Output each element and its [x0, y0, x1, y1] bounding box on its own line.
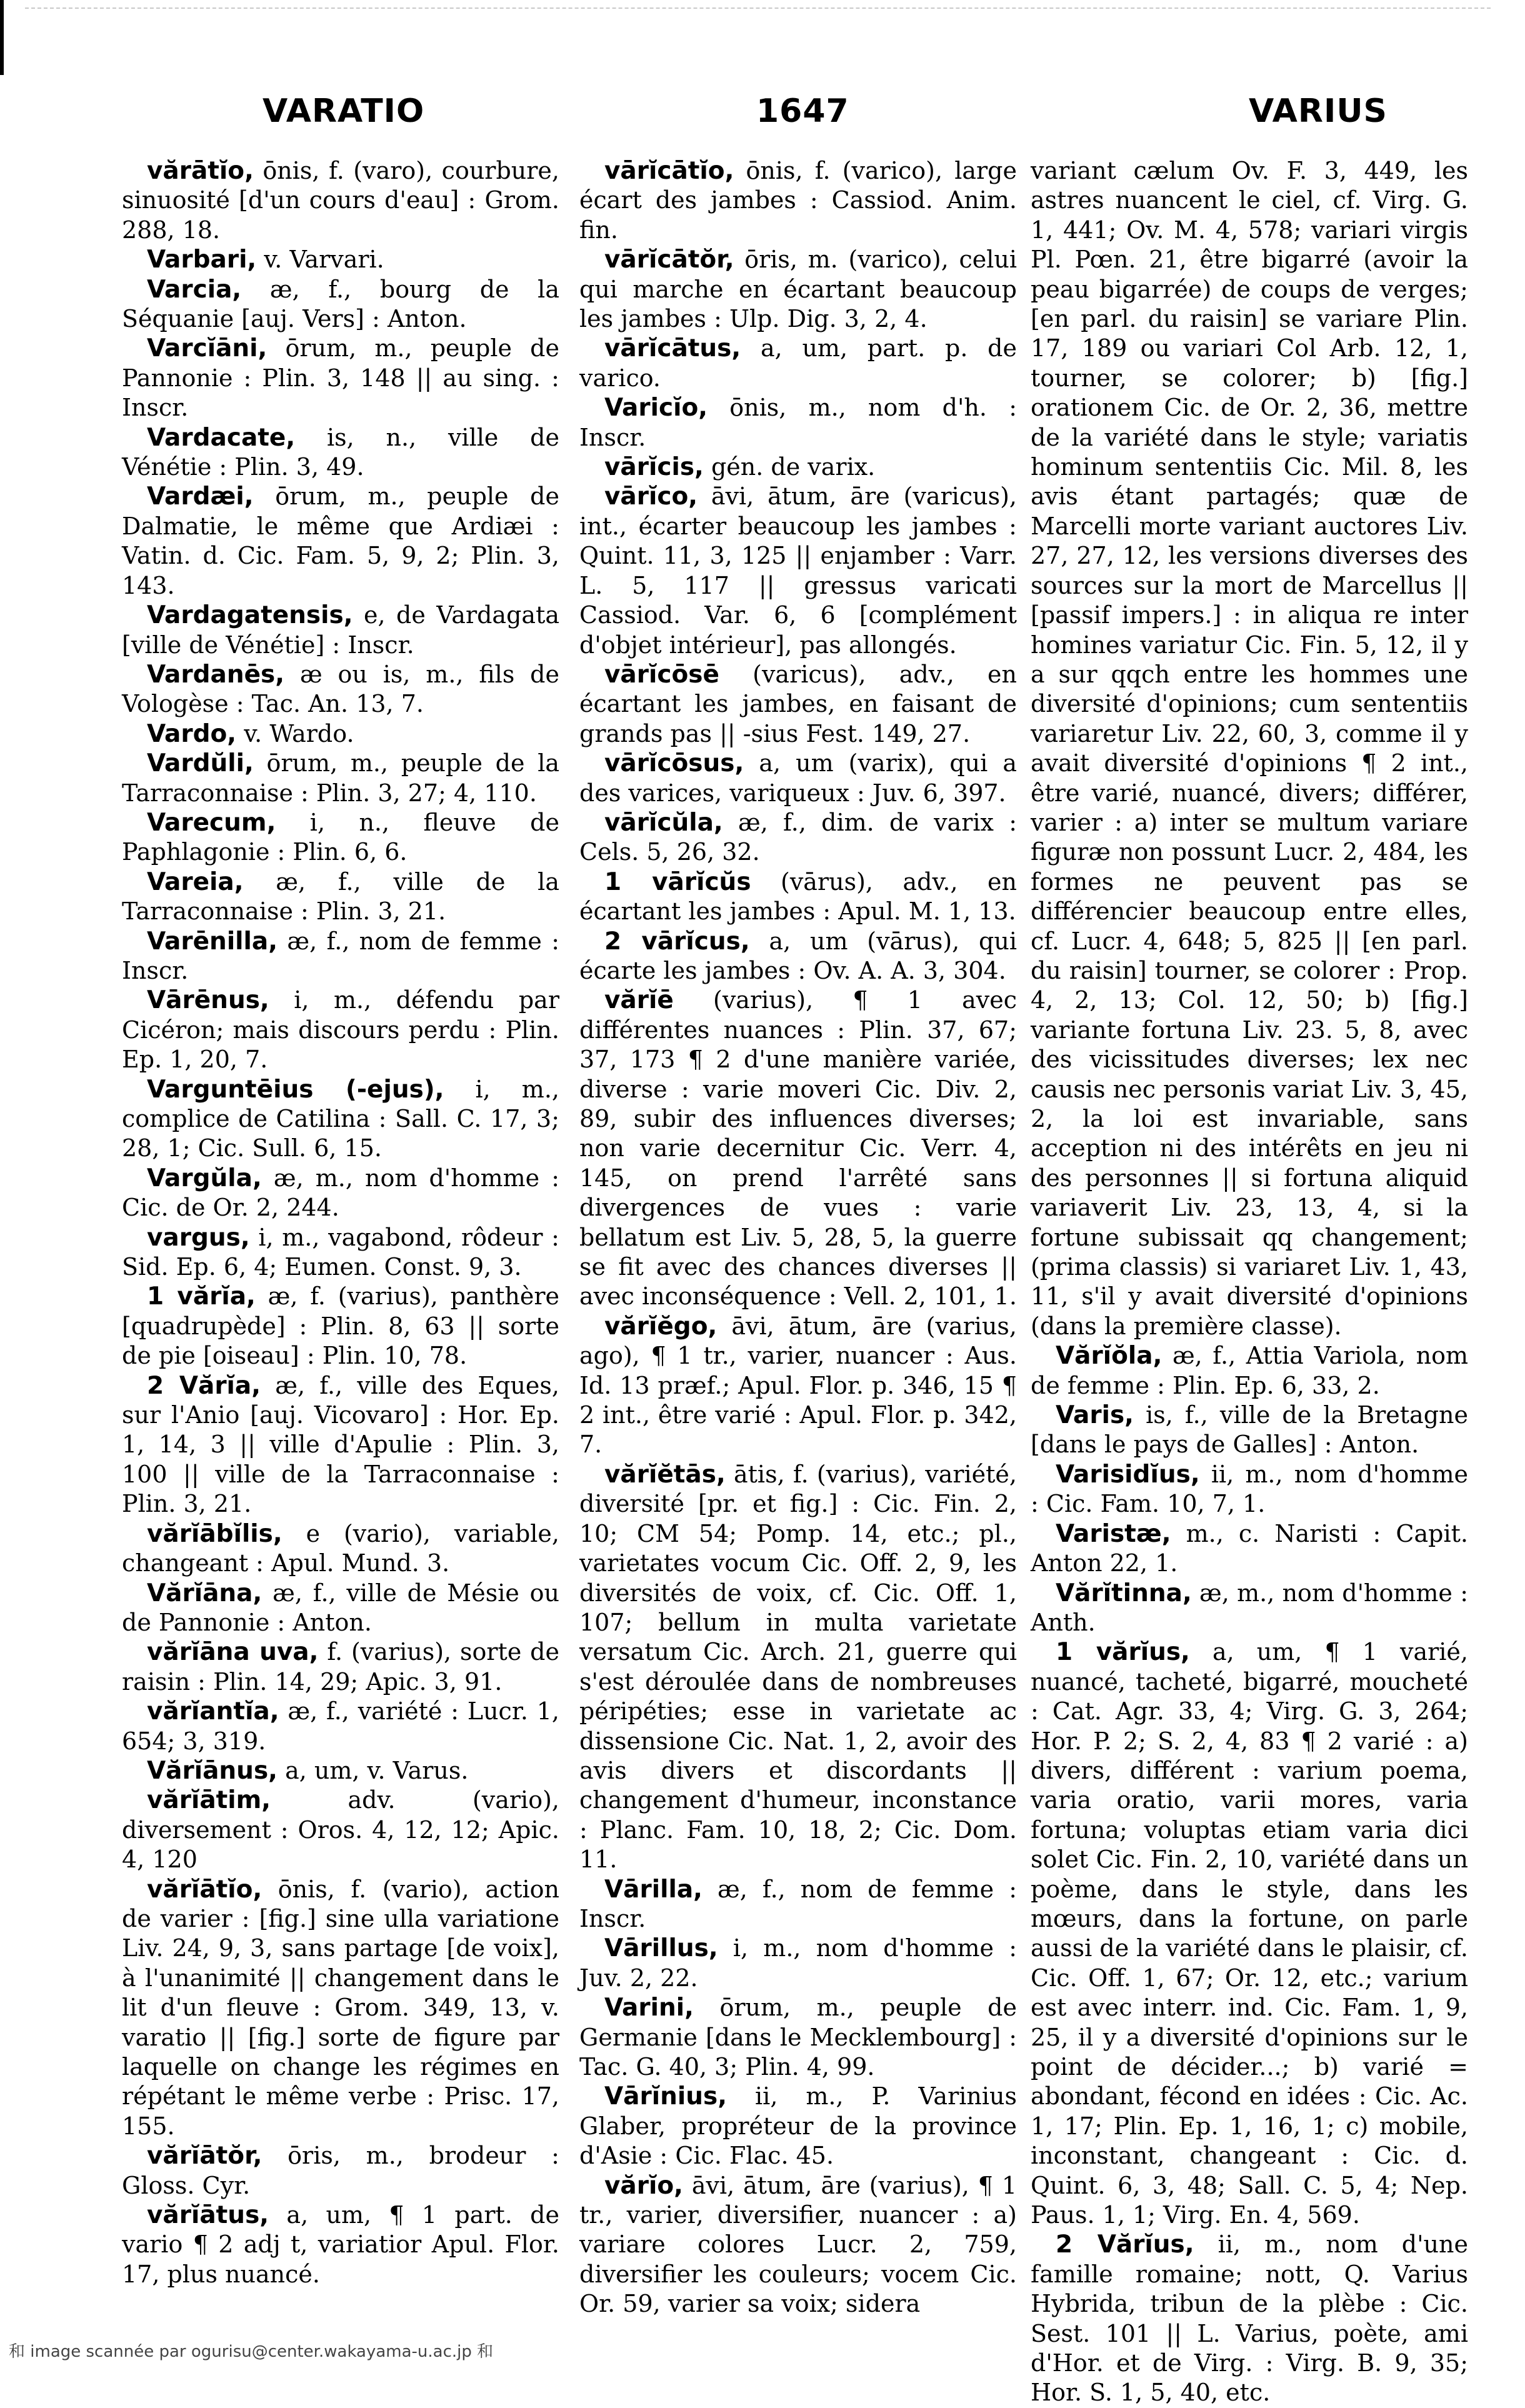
dictionary-entry — [122, 749, 559, 808]
entry-headword: Varēnilla, — [147, 927, 278, 956]
dictionary-entry — [122, 867, 559, 927]
entry-headword: Vareia, — [147, 867, 244, 896]
entry-headword: vārĭcōsus, — [604, 749, 744, 778]
entry-definition: æ, f., variété : Lucr. 1, 654; 3, 319. — [122, 1697, 559, 1755]
entry-headword: vārĭcātŏr, — [604, 246, 734, 274]
dictionary-entry — [579, 660, 1017, 749]
entry-definition: ōnis, f. (varo), courbure, sinuosité [d'un cours d'eau] : Grom. 288, 18. — [122, 157, 559, 244]
entry-definition: (varius), ¶ 1 avec différentes nuances : Plin. 37, 67; 37, 173 ¶ 2 d'une manière variée, diverse : varie moveri Cic. Div. 2, 89, subir des influences diverses; non varie decernitur Cic. Verr. 4, 145, on prend l'arrêté sans divergences de vues : varie bellatum est Liv. 5, 28, 5, la guerre se fit avec des chances diverses || avec inconséquence : Vell. 2, 101, 1. — [579, 986, 1017, 1311]
dictionary-entry — [579, 808, 1017, 867]
dictionary-entry — [1031, 1637, 1468, 2230]
entry-headword: Varini, — [604, 1994, 694, 2022]
running-head-right: VARIUS — [1248, 92, 1388, 130]
entry-headword: vărĭātĭo, — [147, 1875, 262, 1904]
entry-definition: æ, m., nom d'homme : Anth. — [1031, 1579, 1468, 1636]
dictionary-entry — [1031, 1579, 1468, 1638]
entry-definition: æ, f., nom de femme : Inscr. — [579, 1875, 1017, 1932]
entry-definition: āvi, ātum, āre (varicus), int., écarter beaucoup les jambes : Quint. 11, 3, 125 || enjamber : Varr. L. 5, 117 || gressus varicati Cassiod. Var. 6, 6 [complément d'objet intérieur], pas allongés. — [579, 482, 1017, 659]
entry-headword: vărĭantĭa, — [147, 1697, 279, 1726]
entry-definition: e (vario), variable, changeant : Apul. Mund. 3. — [122, 1519, 559, 1577]
dictionary-entry — [1031, 1519, 1468, 1579]
dictionary-entry — [122, 1519, 559, 1579]
dictionary-column-2 — [579, 156, 1017, 2318]
entry-headword: 2 vārĭcus, — [604, 927, 750, 956]
entry-headword: Varcia, — [147, 275, 242, 304]
entry-definition: f. (varius), sorte de raisin : Plin. 14, 29; Apic. 3, 91. — [122, 1638, 559, 1696]
entry-definition: a, um (varix), qui a des varices, variqueux : Juv. 6, 397. — [579, 749, 1017, 807]
entry-definition: ōrum, m., peuple de Germanie [dans le Mecklembourg] : Tac. G. 40, 3; Plin. 4, 99. — [579, 1994, 1017, 2081]
dictionary-entry — [579, 749, 1017, 808]
entry-headword: 1 vārĭcŭs — [604, 867, 751, 896]
entry-headword: Vardæi, — [147, 482, 254, 511]
dictionary-entry — [122, 275, 559, 334]
entry-headword: vărĭātim, — [147, 1786, 271, 1815]
entry-headword: Varcĭāni, — [147, 334, 268, 363]
dictionary-entry — [1031, 156, 1468, 1341]
dictionary-entry — [122, 2201, 559, 2289]
dictionary-entry — [122, 719, 559, 749]
entry-definition: ōris, m. (varico), celui qui marche en écartant beaucoup les jambes : Ulp. Dig. 3, 2, 4. — [579, 246, 1017, 333]
entry-headword: vărĭo, — [604, 2171, 683, 2200]
dictionary-entry — [122, 1075, 559, 1164]
entry-definition: æ, f., ville de Mésie ou de Pannonie : Anton. — [122, 1579, 559, 1636]
entry-definition: æ, f., Attia Variola, nom de femme : Plin. Ep. 6, 33, 2. — [1031, 1342, 1468, 1399]
entry-headword: Varicĭo, — [604, 394, 708, 422]
entry-definition: is, n., ville de Vénétie : Plin. 3, 49. — [122, 423, 559, 481]
entry-headword: Vărĭŏla, — [1056, 1342, 1162, 1371]
entry-headword: vărĭātus, — [147, 2201, 269, 2230]
dictionary-entry — [122, 1223, 559, 1282]
entry-headword: vărātĭo, — [147, 157, 254, 185]
entry-definition: (vārus), adv., en écartant les jambes : Apul. M. 1, 13. — [579, 867, 1017, 926]
dictionary-entry — [1031, 1401, 1468, 1460]
entry-definition: æ, f., bourg de la Séquanie [auj. Vers] : Anton. — [122, 275, 559, 333]
entry-definition: ōrum, m., peuple de Dalmatie, le même que Ardiæi : Vatin. d. Cic. Fam. 5, 9, 2; Plin. 3, 143. — [122, 482, 559, 599]
dictionary-entry — [122, 1697, 559, 1756]
dictionary-entry — [579, 393, 1017, 452]
entry-definition: ōnis, f. (vario), action de varier : [fig.] sine ulla variatione Liv. 24, 9, 3, sans partage [de voix], à l'unanimité || changement dans le lit d'un fleuve : Grom. 349, 13, v. varatio || [fig.] sorte de figure par laquelle on change les régimes en répétant le même verbe : Prisc. 17, 155. — [122, 1875, 559, 2140]
entry-headword: Varisidĭus, — [1056, 1460, 1200, 1489]
entry-definition: æ ou is, m., fils de Vologèse : Tac. An. 13, 7. — [122, 660, 559, 718]
dictionary-entry — [122, 601, 559, 660]
entry-headword: Vărĭāna, — [147, 1579, 262, 1607]
entry-headword: vārĭcŭla, — [604, 808, 723, 837]
entry-definition: ātis, f. (varius), variété, diversité [pr. et fig.] : Cic. Fin. 2, 10; CM 54; Pomp. 14, etc.; pl., varietates vocum Cic. Off. 2, 9, les diversités de voix, cf. Cic. Off. 1, 107; bellum in multa varietate versatum Cic. Arch. 21, guerre qui s'est déroulée dans de nombreuses péripéties; esse in varietate ac dissensione Cic. Nat. 1, 2, avoir des avis divers et discordants || changement d'humeur, inconstance : Planc. Fam. 10, 18, 2; Cic. Dom. 11. — [579, 1460, 1017, 1874]
dictionary-entry — [1031, 1341, 1468, 1401]
entry-headword: Varguntēius (-ejus), — [147, 1075, 444, 1104]
entry-headword: 1 vărĭa, — [147, 1282, 256, 1311]
dictionary-entry — [122, 1875, 559, 2142]
entry-headword: vărĭāna uva, — [147, 1638, 319, 1667]
page-number: 1647 — [756, 92, 849, 130]
entry-definition: a, um (vārus), qui écarte les jambes : Ov. A. A. 3, 304. — [579, 927, 1017, 984]
dictionary-entry — [122, 1786, 559, 1874]
entry-headword: Vărĭtinna, — [1056, 1579, 1192, 1607]
dictionary-entry — [122, 660, 559, 719]
entry-headword: 2 Vărĭa, — [147, 1371, 261, 1400]
page-header — [112, 92, 1525, 149]
entry-definition: is, f., ville de la Bretagne [dans le pays de Galles] : Anton. — [1031, 1401, 1468, 1459]
entry-definition: i, n., fleuve de Paphlagonie : Plin. 6, 6. — [122, 808, 559, 866]
dictionary-entry — [122, 1164, 559, 1223]
dictionary-entry — [122, 808, 559, 867]
entry-definition: āvi, ātum, āre (varius), ¶ 1 tr., varier, diversifier, nuancer : a) variare colores Lucr. 2, 759, diversifier les couleurs; vocem Cic. Or. 59, varier sa voix; sidera — [579, 2171, 1017, 2318]
entry-headword: vărĭĕtās, — [604, 1460, 726, 1489]
dictionary-entry — [122, 245, 559, 274]
dictionary-entry — [1031, 2230, 1468, 2407]
entry-definition: ōris, m., brodeur : Gloss. Cyr. — [122, 2142, 559, 2199]
dictionary-entry — [579, 1934, 1017, 1993]
dictionary-entry — [122, 334, 559, 422]
entry-headword: Varecum, — [147, 808, 276, 837]
entry-headword: vārĭcātus, — [604, 334, 741, 363]
entry-definition: ii, m., nom d'homme : Cic. Fam. 10, 7, 1. — [1031, 1460, 1468, 1518]
entry-headword: Varis, — [1056, 1401, 1134, 1430]
entry-headword: vărĭē — [604, 986, 674, 1015]
entry-definition: æ, f., dim. de varix : Cels. 5, 26, 32. — [579, 808, 1017, 866]
entry-headword: Vārillus, — [604, 1934, 718, 1963]
entry-headword: Varbari, — [147, 246, 257, 274]
entry-definition: a, um, v. Varus. — [277, 1756, 469, 1784]
scan-credit: 和 image scannée par ogurisu@center.wakayama-u.ac.jp 和 — [9, 2342, 494, 2361]
dictionary-entry — [122, 1579, 559, 1638]
dictionary-entry — [122, 156, 559, 245]
entry-headword: Vardanēs, — [147, 660, 285, 689]
entry-definition: ōnis, f. (varico), large écart des jambes : Cassiod. Anim. fin. — [579, 157, 1017, 244]
dictionary-column-3 — [1031, 156, 1468, 2407]
dictionary-entry — [1031, 1460, 1468, 1519]
entry-headword: 2 Vărĭus, — [1056, 2231, 1194, 2259]
entry-headword: vārĭcātĭo, — [604, 157, 734, 185]
dictionary-entry — [122, 482, 559, 601]
entry-headword: 1 vărĭus, — [1056, 1638, 1190, 1667]
dictionary-entry — [579, 245, 1017, 334]
entry-headword: Vargŭla, — [147, 1164, 262, 1192]
dictionary-entry — [122, 1637, 559, 1697]
entry-definition: ii, m., nom d'une famille romaine; nott, Q. Varius Hybrida, tribun de la plèbe : Cic. Sest. 101 || L. Varius, poète, ami d'Hor. et de Virg. : Virg. B. 9, 35; Hor. S. 1, 5, 40, etc. — [1031, 2231, 1468, 2407]
dictionary-entry — [579, 1875, 1017, 1934]
entry-headword: Vărĭānus, — [147, 1756, 278, 1785]
entry-definition: a, um, ¶ 1 part. de vario ¶ 2 adj t, variatior Apul. Flor. 17, plus nuancé. — [122, 2201, 559, 2288]
dictionary-entry — [579, 2171, 1017, 2319]
entry-headword: Vardagatensis, — [147, 601, 353, 630]
entry-definition: æ, f., ville de la Tarraconnaise : Plin. 3, 21. — [122, 867, 559, 926]
entry-headword: Vārĭnius, — [604, 2082, 728, 2111]
dictionary-entry — [579, 334, 1017, 393]
entry-headword: Vardŭli, — [147, 749, 254, 778]
entry-definition: ōrum, m., peuple de la Tarraconnaise : Plin. 3, 27; 4, 110. — [122, 749, 559, 807]
entry-definition: ōnis, m., nom d'h. : Inscr. — [579, 394, 1017, 451]
dictionary-entry — [579, 927, 1017, 986]
entry-definition: æ, f., ville des Eques, sur l'Anio [auj. Vicovaro] : Hor. Ep. 1, 14, 3 || ville d'Apulie : Plin. 3, 100 || ville de la Tarraconnaise : Plin. 3, 21. — [122, 1371, 559, 1518]
dictionary-entry — [122, 1282, 559, 1371]
dictionary-entry — [122, 927, 559, 986]
entry-definition: ii, m., P. Varinius Glaber, propréteur de la province d'Asie : Cic. Flac. 45. — [579, 2082, 1017, 2170]
entry-definition: (varicus), adv., en écartant les jambes, en faisant de grands pas || -sius Fest. 149, 27. — [579, 660, 1017, 747]
entry-definition: āvi, ātum, āre (varius, ago), ¶ 1 tr., varier, nuancer : Aus. Id. 13 præf.; Apul. Flor. p. 346, 15 ¶ 2 int., être varié : Apul. Flor. p. 342, 7. — [579, 1312, 1017, 1459]
entry-headword: vărĭābĭlis, — [147, 1519, 282, 1548]
entry-definition: i, m., défendu par Cicéron; mais discours perdu : Plin. Ep. 1, 20, 7. — [122, 986, 559, 1074]
scan-top-rule — [25, 7, 1491, 9]
dictionary-entry — [122, 986, 559, 1074]
entry-headword: vārĭcōsē — [604, 660, 719, 689]
entry-headword: Vārilla, — [604, 1875, 702, 1904]
entry-definition: a, um, ¶ 1 varié, nuancé, tacheté, bigarré, moucheté : Cat. Agr. 33, 4; Virg. G. 3, 264; Hor. P. 2; S. 2, 4, 83 ¶ 2 varié : a) divers, différent : varium poema, varia oratio, varii mores, varia fortuna; voluptas etiam varia dici solet Cic. Fin. 2, 10, variété dans un poème, dans le style, dans les mœurs, dans la fortune, on parle aussi de la variété dans le plaisir, cf. Cic. Off. 1, 67; Or. 12, etc.; varium est avec interr. ind. Cic. Fam. 1, 9, 25, il y a diversité d'opinions sur le point de décider...; b) varié = abondant, fécond en idées : Cic. Ac. 1, 17; Plin. Ep. 1, 16, 1; c) mobile, inconstant, changeant : Cic. d. Quint. 6, 3, 48; Sall. C. 5, 4; Nep. Paus. 1, 1; Virg. En. 4, 569. — [1031, 1638, 1468, 2229]
entry-definition: i, m., vagabond, rôdeur : Sid. Ep. 6, 4; Eumen. Const. 9, 3. — [122, 1223, 559, 1281]
entry-definition: gén. de varix. — [703, 453, 876, 481]
entry-definition: adv. (vario), diversement : Oros. 4, 12, 12; Apic. 4, 120 — [122, 1786, 559, 1874]
dictionary-entry — [579, 1460, 1017, 1875]
entry-headword: Vardacate, — [147, 423, 296, 452]
dictionary-entry — [579, 452, 1017, 482]
dictionary-entry — [579, 482, 1017, 659]
dictionary-entry — [579, 1312, 1017, 1460]
dictionary-entry — [579, 2082, 1017, 2171]
entry-definition: v. Varvari. — [256, 246, 384, 274]
entry-headword: Vārēnus, — [147, 986, 269, 1015]
entry-definition: ōrum, m., peuple de Pannonie : Plin. 3, 148 || au sing. : Inscr. — [122, 334, 559, 422]
entry-headword: vārĭco, — [604, 482, 698, 511]
entry-definition: m., c. Naristi : Capit. Anton 22, 1. — [1031, 1519, 1468, 1577]
entry-headword: vărĭātŏr, — [147, 2142, 262, 2171]
entry-headword: vărĭĕgo, — [604, 1312, 718, 1341]
entry-headword: vārĭcis, — [604, 453, 704, 482]
dictionary-column-1 — [122, 156, 559, 2312]
dictionary-entry — [122, 1756, 559, 1786]
entry-definition: e, de Vardagata [ville de Vénétie] : Inscr. — [122, 601, 559, 659]
entry-definition: variant cælum Ov. F. 3, 449, les astres nuancent le ciel, cf. Virg. G. 1, 441; Ov. M. 4, 578; variari virgis Pl. Pœn. 21, être bigarré (avoir la peau bigarrée) de coups de verges; [en parl. du raisin] se variare Plin. 17, 189 ou variari Col Arb. 12, 1, tourner, se colorer; b) [fig.] orationem Cic. de Or. 2, 36, mettre de la variété dans le style; variatis hominum sententiis Cic. Mil. 8, les avis étant partagés; quæ de Marcelli morte variant auctores Liv. 27, 27, 12, les versions diverses des sources sur la mort de Marcellus || [passif impers.] : in aliqua re inter homines variatur Cic. Fin. 5, 12, il y a sur qqch entre les hommes une diversité d'opinions; cum sententiis variaretur Liv. 22, 60, 3, comme il y avait diversité d'opinions ¶ 2 int., être varié, nuancé, divers; différer, varier : a) inter se multum variare figuræ non possunt Lucr. 2, 484, les formes ne peuvent pas se différencier beaucoup entre elles, cf. Lucr. 4, 648; 5, 825 || [en parl. du raisin] tourner, se colorer : Prop. 4, 2, 13; Col. 12, 50; b) [fig.] variante fortuna Liv. 23. 5, 8, avec des vicissitudes diverses; lex nec causis nec personis variat Liv. 3, 45, 2, la loi est invariable, sans acception ni des intérêts en jeu ni des personnes || si fortuna aliquid variaverit Liv. 23, 13, 4, si la fortune subissait qq changement; (prima classis) si variaret Liv. 1, 43, 11, s'il y avait diversité d'opinions (dans la première classe). — [1031, 157, 1468, 1340]
dictionary-entry — [579, 156, 1017, 245]
entry-definition: i, m., nom d'homme : Juv. 2, 22. — [579, 1934, 1017, 1992]
running-head-left: VARATIO — [262, 92, 425, 130]
dictionary-entry — [122, 1371, 559, 1519]
dictionary-entry — [122, 2141, 559, 2201]
entry-headword: Varistæ, — [1056, 1519, 1171, 1548]
entry-definition: æ, f. (varius), panthère [quadrupède] : Plin. 8, 63 || sorte de pie [oiseau] : Plin. 10, 78. — [122, 1282, 559, 1370]
dictionary-entry — [122, 423, 559, 482]
entry-definition: i, m., complice de Catilina : Sall. C. 17, 3; 28, 1; Cic. Sull. 6, 15. — [122, 1075, 559, 1162]
entry-definition: æ, f., nom de femme : Inscr. — [122, 927, 559, 984]
entry-definition: v. Wardo. — [236, 719, 354, 747]
dictionary-entry — [579, 1993, 1017, 2082]
entry-headword: Vardo, — [147, 719, 237, 748]
entry-definition: æ, m., nom d'homme : Cic. de Or. 2, 244. — [122, 1164, 559, 1222]
dictionary-entry — [579, 867, 1017, 927]
entry-headword: vargus, — [147, 1223, 250, 1252]
scan-corner-mark — [0, 0, 12, 75]
entry-definition: a, um, part. p. de varico. — [579, 334, 1017, 392]
dictionary-entry — [579, 986, 1017, 1311]
